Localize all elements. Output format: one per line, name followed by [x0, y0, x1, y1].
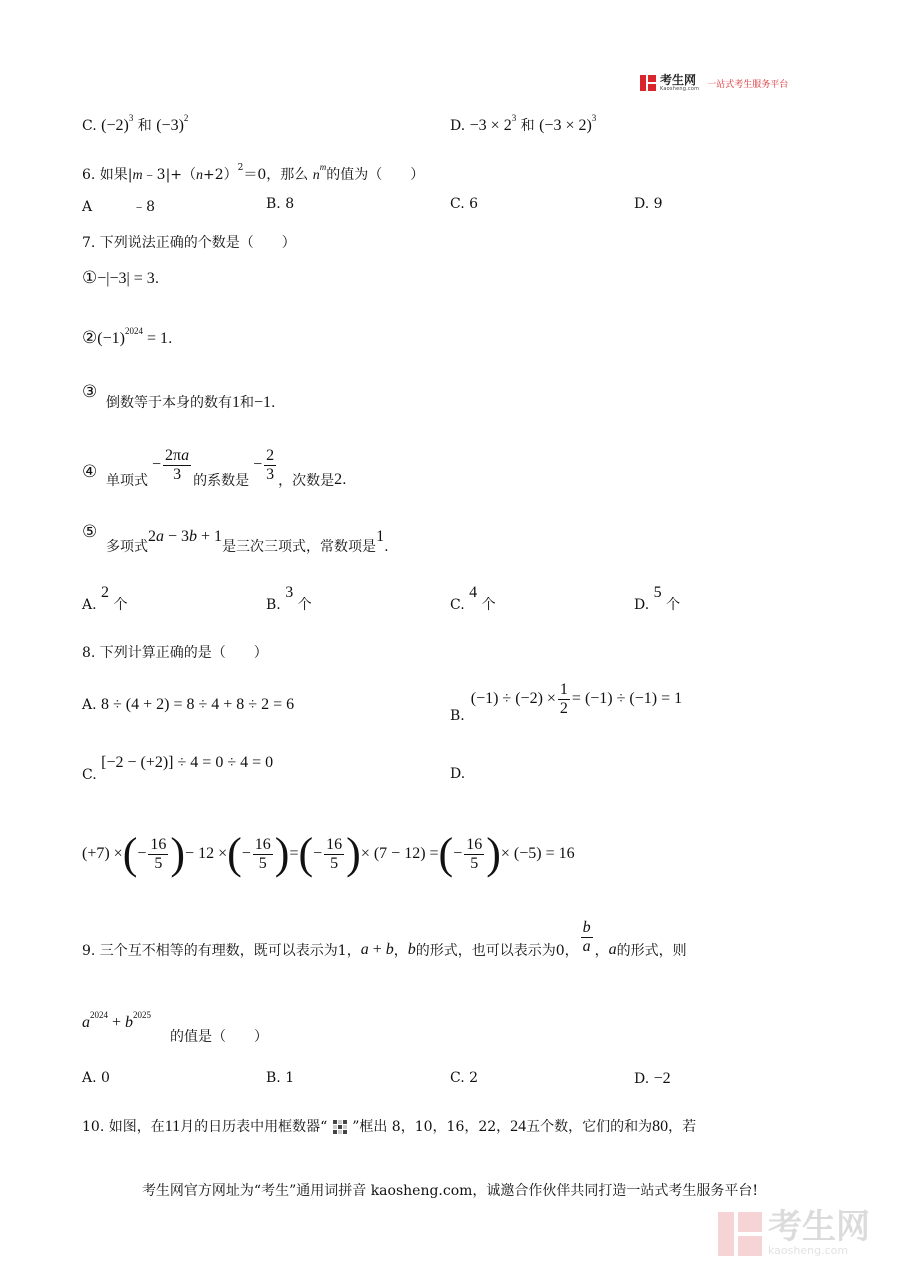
q7-option-a — [82, 582, 128, 613]
q7-s4-frac-monomial: $\frac{2\pi a}{3}$ — [165, 446, 190, 483]
logo-sub: Kaosheng.com — [660, 86, 700, 92]
q9-b-label: B. — [266, 1070, 281, 1086]
q8-d-paren-r4: ) — [486, 829, 501, 878]
q8-b-frac: $\frac{1}{2}$ — [559, 680, 568, 717]
q9-option-a — [82, 1070, 110, 1086]
q8-d-paren-l3: ( — [298, 829, 314, 878]
q9-d-value: −2 — [653, 1070, 671, 1087]
q9-option-d — [634, 1070, 671, 1088]
watermark-logo-icon — [718, 1212, 762, 1256]
q7-statement-4 — [106, 440, 347, 490]
q6-d-value: 9 — [653, 196, 663, 212]
q7-s3-circle: ③ — [82, 382, 98, 402]
q9-a-plus-b: a + b — [360, 941, 394, 958]
q6-stem-d: ＝0，那么 — [243, 167, 309, 183]
q8-a-expr: 8 ÷ (4 + 2) = 8 ÷ 4 + 8 ÷ 2 = 6 — [101, 696, 295, 713]
q5-option-d — [450, 113, 596, 135]
q10-p4: 五个数，它们的和为 — [526, 1119, 653, 1135]
q8-d-paren-l1: ( — [122, 829, 138, 878]
logo-slogan: 一站式考生服务平台 — [707, 79, 789, 90]
q5-c-and: 和 — [137, 118, 152, 134]
q9-power-expr: $a^{2024} + b^{2025}$ — [82, 1010, 152, 1031]
q9-c-label: C. — [450, 1070, 465, 1086]
q6-var-n: n — [196, 168, 204, 183]
q7-s1-expr: −|−3| = 3 — [97, 270, 155, 287]
logo-text — [660, 74, 699, 92]
q7-s5-period: . — [384, 539, 389, 555]
q7-s4-period: . — [342, 472, 347, 488]
q8-a-label: A. — [82, 697, 97, 713]
q6-power: $n^m$ — [312, 162, 327, 183]
q8-d-paren-l4: ( — [438, 829, 454, 878]
q10-p5: ，若 — [668, 1119, 697, 1135]
q9-stem1: 9. 三个互不相等的有理数，既可以表示为1， — [82, 943, 361, 959]
q7-s4-text1: 单项式 — [106, 473, 148, 489]
q9-var-b: b — [407, 941, 416, 958]
q6-stem-e: 的值为（ ） — [326, 167, 425, 183]
q8-d-frac4 — [464, 836, 484, 872]
q10-24: 24 — [510, 1118, 527, 1135]
q9-frac-b-over-a: $\frac{b}{a}$ — [582, 918, 591, 955]
logo-name: 考生网 — [660, 73, 697, 87]
q9-stem3: 的形式，也可以表示为0， — [415, 943, 579, 959]
q7-s4-text3: ，次数是 — [278, 473, 335, 489]
q8-d-frac1 — [148, 836, 168, 872]
q6-option-b — [266, 196, 294, 212]
q9-option-c — [450, 1070, 478, 1086]
q8-option-a — [82, 696, 294, 714]
q8-b-right: = (−1) ÷ (−1) = 1 — [571, 690, 683, 707]
q8-d-minus3: − — [313, 845, 323, 862]
q9-b-value: 1 — [285, 1070, 295, 1086]
q6-b-value: 8 — [285, 196, 295, 212]
q7-option-d — [634, 582, 681, 613]
q6-a-label: A — [82, 199, 93, 215]
q7-statement-3 — [82, 382, 97, 402]
q7-statement-4-circle — [82, 462, 97, 482]
q7-a-unit: 个 — [113, 597, 128, 613]
q7-b-label: B. — [266, 597, 281, 613]
q7-s3-val1: 1 — [232, 394, 240, 411]
q8-d-p4: × (7 − 12) = — [360, 845, 439, 862]
q8-c-label: C. — [82, 767, 97, 783]
q7-b-num: 3 — [285, 584, 294, 601]
q5-c-label: C. — [82, 118, 97, 134]
q9-tail: 的值是（ ） — [170, 1029, 268, 1045]
q8-d-p1: (+7) × — [82, 845, 123, 862]
q7-s5-const: 1 — [376, 528, 385, 545]
q7-s2-period: . — [167, 331, 173, 347]
q7-s5-poly: 2a − 3b + 1 — [148, 528, 223, 545]
q8-d-frac1-num: 16 — [150, 835, 167, 853]
q8-b-label: B. — [450, 708, 465, 724]
q8-d-paren-l2: ( — [227, 829, 242, 878]
q6-c-label: C. — [450, 196, 465, 212]
q10-month: 11 — [164, 1118, 181, 1135]
q9-d-label: D. — [634, 1071, 650, 1087]
q8-d-paren-r2: ) — [274, 829, 290, 878]
q5-d-and: 和 — [520, 118, 535, 134]
q7-option-b — [266, 582, 312, 613]
q5-c-expr2: $(-3)^2$ — [156, 113, 189, 134]
q7-a-label: A. — [82, 597, 97, 613]
q5-option-c — [82, 113, 188, 135]
q7-s4-degree: 2 — [334, 471, 343, 488]
q9-option-b — [266, 1070, 294, 1086]
q10-p3: ”框出 8，10，16，22， — [352, 1119, 511, 1135]
q8-option-d-label: D. — [450, 766, 466, 782]
q7-s5-text1: 多项式 — [106, 539, 148, 555]
q9-stem4: ， — [594, 943, 609, 959]
q7-statement-5 — [106, 526, 389, 555]
q10-80: 80 — [652, 1118, 669, 1135]
q9-a-label: A. — [82, 1070, 97, 1086]
q7-stem: 7. 下列说法正确的个数是（ ） — [82, 235, 296, 251]
q7-d-label: D. — [634, 597, 650, 613]
q7-b-unit: 个 — [297, 597, 312, 613]
q6-exp-2: 2 — [237, 163, 244, 173]
q7-s3-and: 和 — [240, 395, 254, 411]
logo-mark-icon — [640, 75, 656, 91]
q5-d-expr2: $(-3 \times 2)^3$ — [539, 113, 597, 134]
q8-d-paren-r1: ) — [170, 829, 186, 878]
q5-c-expr1: $(-2)^3$ — [101, 113, 134, 134]
q8-d-minus2: − — [241, 845, 251, 862]
q8-d-frac4-den: 5 — [470, 854, 479, 872]
watermark-text — [768, 1207, 870, 1257]
q7-s4-text2: 的系数是 — [193, 473, 250, 489]
q8-d-paren-r3: ) — [346, 829, 361, 878]
q8-d-p3: = — [289, 845, 299, 862]
watermark — [718, 1207, 870, 1257]
q8-c-expr: [−2 − (+2)] ÷ 4 = 0 ÷ 4 = 0 — [101, 754, 274, 771]
q8-stem: 8. 下列计算正确的是（ ） — [82, 645, 268, 661]
q7-c-num: 4 — [469, 584, 478, 601]
q8-d-frac4-num: 16 — [466, 835, 483, 853]
q7-s1-period: . — [154, 271, 160, 287]
q7-statement-5-circle — [82, 522, 97, 542]
q5-d-expr1: $-3 \times 2^3$ — [469, 113, 517, 134]
q8-d-p5: × (−5) = 16 — [500, 845, 575, 862]
q7-d-unit: 个 — [666, 597, 681, 613]
q6-option-d — [634, 196, 663, 212]
q9-stem5: 的形式，则 — [616, 943, 687, 959]
q7-d-num: 5 — [653, 584, 662, 601]
q7-s4-minus2: − — [253, 456, 263, 473]
q7-option-c — [450, 582, 496, 613]
q5-d-label: D. — [450, 118, 466, 134]
q7-s5-circle: ⑤ — [82, 522, 98, 542]
header-logo — [640, 74, 788, 92]
q9-stem — [82, 914, 687, 960]
q7-s4-frac-coef: $\frac{2}{3}$ — [266, 446, 275, 483]
q8-d-frac1-den: 5 — [154, 854, 163, 872]
q8-d-minus4: − — [453, 845, 463, 862]
q6-option-a — [82, 196, 155, 216]
q6-b-label: B. — [266, 196, 281, 212]
q7-s3-period: . — [271, 395, 276, 411]
q9-a-value: 0 — [101, 1070, 110, 1086]
q7-s4-minus: − — [152, 456, 162, 473]
q7-statement-3-text — [106, 392, 275, 412]
q8-d-frac3-den: 5 — [330, 854, 339, 872]
q8-b-left: (−1) ÷ (−2) × — [470, 690, 556, 707]
watermark-name: 考生网 — [768, 1207, 870, 1247]
q6-c-value: 6 — [469, 196, 479, 212]
q7-statement-2 — [82, 326, 172, 348]
q9-var-a: a — [608, 941, 617, 958]
q7-s1-circle: ① — [82, 268, 98, 288]
q8-d-frac3-num: 16 — [326, 835, 343, 853]
q6-var-m: m — [132, 168, 143, 183]
watermark-sub: kaosheng.com — [768, 1244, 849, 1257]
q7-statement-1 — [82, 268, 159, 288]
q10-p2: 月的日历表中用框数器“ — [180, 1119, 328, 1135]
q6-stem-c: +2） — [203, 167, 238, 183]
q7-c-unit: 个 — [481, 597, 496, 613]
q6-stem — [82, 162, 424, 184]
q6-a-value: ﹣8 — [132, 199, 156, 215]
q10-p1: 10. 如图，在 — [82, 1119, 165, 1135]
q7-s2-expr: $(-1)^{2024} = 1$ — [97, 326, 168, 347]
q6-stem-b: ﹣3|+（ — [142, 167, 197, 183]
q7-s2-circle: ② — [82, 328, 98, 348]
q8-d-frac2-den: 5 — [258, 854, 267, 872]
q8-d-frac2 — [253, 836, 273, 872]
page-footer: 考生网官方网址为“考生”通用词拼音 kaosheng.com，诚邀合作伙伴共同打造一站式考生服务平台! — [141, 1183, 759, 1199]
q7-s3-text: 倒数等于本身的数有 — [106, 395, 232, 411]
q8-option-c — [82, 754, 274, 783]
q9-stem2: ， — [393, 943, 408, 959]
q7-c-label: C. — [450, 597, 465, 613]
q8-option-d-expr — [82, 829, 575, 878]
q9-c-value: 2 — [469, 1070, 479, 1086]
q9-expression — [82, 1010, 151, 1032]
q7-s3-val2: −1 — [254, 394, 272, 411]
q7-s5-text2: 是三次三项式，常数项是 — [222, 539, 377, 555]
q10-stem — [82, 1116, 696, 1136]
q6-option-c — [450, 196, 478, 212]
q6-stem-a: 6. 如果| — [82, 167, 133, 183]
q8-d-frac2-num: 16 — [254, 835, 271, 853]
q6-d-label: D. — [634, 196, 650, 212]
q8-option-b — [450, 674, 682, 724]
q7-s4-circle: ④ — [82, 462, 98, 482]
q8-d-minus1: − — [137, 845, 147, 862]
q8-d-p2: − 12 × — [185, 845, 228, 862]
q7-a-num: 2 — [101, 584, 110, 601]
q8-d-frac3 — [324, 836, 344, 872]
frame-counter-icon — [332, 1119, 348, 1135]
